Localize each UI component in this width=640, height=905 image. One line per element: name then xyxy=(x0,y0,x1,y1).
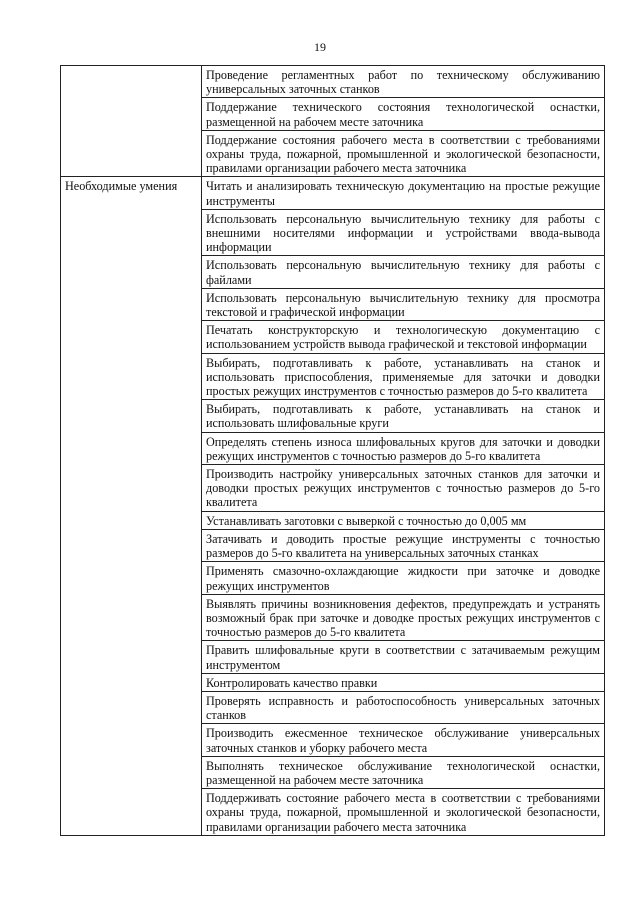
content-cell: Выбирать, подготавливать к работе, устанавливать на станок и использовать приспособления, применяемые для заточки и доводки простых режущих инструментов с точностью размеров до 5-го квалитета xyxy=(202,353,605,400)
page-number: 19 xyxy=(314,40,326,54)
content-cell: Применять смазочно-охлаждающие жидкости при заточке и доводке режущих инструментов xyxy=(202,562,605,594)
content-cell: Поддержание состояния рабочего места в соответствии с требованиями охраны труда, пожарной, промышленной и экологической безопасности, правилами организации рабочего места заточника xyxy=(202,130,605,177)
label-cell-empty xyxy=(61,66,202,177)
content-cell: Поддержание технического состояния технологической оснастки, размещенной на рабочем месте заточника xyxy=(202,98,605,130)
content-cell: Использовать персональную вычислительную технику для работы с внешними носителями информации и устройствами ввода-вывода информации xyxy=(202,209,605,256)
content-cell: Производить настройку универсальных заточных станков для заточки и доводки простых режущих инструментов с точностью размеров до 5-го квалитета xyxy=(202,465,605,512)
content-cell: Печатать конструкторскую и технологическую документацию с использованием устройств вывода графической и текстовой информации xyxy=(202,321,605,353)
content-cell: Выявлять причины возникновения дефектов, предупреждать и устранять возможный брак при заточке и доводке простых режущих инструментов с точностью размеров до 5-го квалитета xyxy=(202,594,605,641)
content-cell: Производить ежесменное техническое обслуживание универсальных заточных станков и уборку рабочего места xyxy=(202,724,605,756)
content-cell: Использовать персональную вычислительную технику для просмотра текстовой и графической информации xyxy=(202,288,605,320)
content-cell: Контролировать качество правки xyxy=(202,673,605,691)
content-cell: Использовать персональную вычислительную технику для работы с файлами xyxy=(202,256,605,288)
requirements-table xyxy=(60,65,605,836)
content-cell: Выполнять техническое обслуживание технологической оснастки, размещенной на рабочем месте заточника xyxy=(202,756,605,788)
table-row xyxy=(61,177,605,209)
content-cell: Устанавливать заготовки с выверкой с точностью до 0,005 мм xyxy=(202,511,605,529)
content-cell: Проведение регламентных работ по техническому обслуживанию универсальных заточных станков xyxy=(202,66,605,98)
content-cell: Выбирать, подготавливать к работе, устанавливать на станок и использовать шлифовальные круги xyxy=(202,400,605,432)
content-cell: Определять степень износа шлифовальных кругов для заточки и доводки режущих инструментов с точностью размеров до 5-го квалитета xyxy=(202,432,605,464)
content-cell: Поддерживать состояние рабочего места в соответствии с требованиями охраны труда, пожарной, промышленной и экологической безопасности, правилами организации рабочего места заточника xyxy=(202,789,605,836)
table-row xyxy=(61,66,605,98)
content-cell: Читать и анализировать техническую документацию на простые режущие инструменты xyxy=(202,177,605,209)
content-cell: Затачивать и доводить простые режущие инструменты с точностью размеров до 5-го квалитета на универсальных заточных станках xyxy=(202,529,605,561)
content-cell: Править шлифовальные круги в соответствии с затачиваемым режущим инструментом xyxy=(202,641,605,673)
content-cell: Проверять исправность и работоспособность универсальных заточных станков xyxy=(202,691,605,723)
label-cell-skills: Необходимые умения xyxy=(61,177,202,835)
